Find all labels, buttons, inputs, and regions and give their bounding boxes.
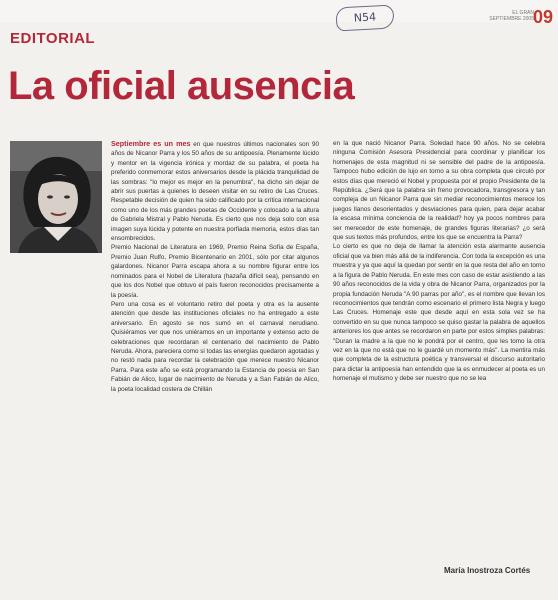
lead-phrase: Septiembre es un mes bbox=[111, 139, 191, 148]
section-label: EDITORIAL bbox=[10, 30, 96, 47]
page-header bbox=[0, 0, 558, 22]
article-column-1 bbox=[111, 139, 319, 559]
author-photo bbox=[10, 141, 102, 253]
column-2-body: en la que nació Nicanor Parra. Soledad hace 90 años. No se celebra ninguna Comisión Asesora Presidencial para coordinar y planificar los homenajes de esta magnitud ni se sensible del padre de la antipoesía. Tampoco hubo edición de lujo en torno a su obra completa que circuló por estos días que mereció el Nobel y propuesta por el propio Presidente de la República. ¿Será que la palabra sin freno provocadora, transgresora y tan compleja de un Nicanor Parra que sin mediar reconocimientos merece los juegos llanos desorientados y desviaciones para quien, para dejar acabar la escasa mínima conciencia de la realidad? hoy ya pocos nombres para ser merecedor de este homenaje, de grandes figuras literarias? ¿o será que sus textos más profundos, entre los que se encuentra la Parra? Lo cierto es que no deja de llamar la atención esta alarmante ausencia oficial que va bien más allá de la indiferencia. Con toda la excepción es una muestra y ya que aquí la quedan por sentir en la que resta del año en torno a la figura de Pablo Neruda. En este mes con caso de estar asistiendo a las 90 años reconocidos de la vida y obra de Nicanor Parra, organizados por la propia fundación Neruda "A 90 parras por año", es el nombre que llevan los reconocimientos que tendrán como escenario el primero lista Negra y luego Las Cruces. Homenaje este que desde aquí en esta sola vez se ha convertido en su que nunca tampoco se quiso gastar la palabra de aquellos anteriores los que antes se recordaron en parte por estos simples palabras: "Duran la madre a la que no le pondrá por el centro, que les tomo la otra vez en la que no está que no le guardé un momento más". La mentira más que completa de la estructura poética y transversal el discurso autoritario para dictar la antipoesía han entendido que la es enmudecer al poeta es un homenaje el mutismo y debe ser nuestro que no se lea bbox=[333, 140, 545, 383]
article-column-2 bbox=[333, 139, 545, 559]
author-byline: María Inostroza Cortés bbox=[444, 566, 531, 575]
column-1-body: en que nuestros últimos nacionales son 90 años de Nicanor Parra y los 50 años de su antipoesía. Plenamente lúcido y mentor en la vigencia irónica y mordaz de su palabra, el poeta ha preferido conmemorar estos aniversarios desde la plácida tranquilidad de las sombras: "lo mejor es mejor en la penumbra", ha dicho sin dejar de abrir sus puertas a quienes lo deseen visitar en su retiro de Las Cruces. Respetable decisión de quien ha sido calificado por la crítica internacional como uno de los más grandes poetas de Occidente y colocado a la altura de Gabriela Mistral y Pablo Neruda. Es cierto que nos deja solo con esa imagen suya lúcida y potente en nuestra porfiada memoria, estos días tan ensombrecidos. Premio Nacional de Literatura en 1969, Premio Reina Sofía de España, Premio Juan Rulfo, Premio Bicentenario en 2001, sólo por citar algunos galardones. Nicanor Parra escapa ahora a su nombre figurar entre los nominados para el Nobel de Literatura (hazaña difícil sea), pensando en que los dos Nobel que obtuvo el país fueron reconocidos precisamente a la poesía. Pero una cosa es el voluntario retiro del poeta y otra es la ausente atención que desde las instituciones oficiales no ha entregado a este aniversario. En agosto se nos sumó en el carnaval nerudiano. Quisiéramos ver que nos uniéramos en un importante y extenso acto de celebraciones que recordaran el centenario del nacimiento de Pablo Neruda. Ahora, pareciera como si todas las energías quedaron agotadas y no restó nada para recordar la celebración que merece nuestro Nicanor Parra. Para este año se está programando la Estancia de poesía en San Fabián de Alico, lugar de nacimiento de Neruda y a San Fabián de Alico, la poeta localidad costera de Chillán bbox=[111, 141, 319, 393]
column-1-text bbox=[111, 139, 319, 394]
masthead-meta: EL GRAN SEPTIEMBRE 2005 bbox=[489, 10, 534, 22]
portrait-image bbox=[10, 141, 102, 253]
article-title: La oficial ausencia bbox=[8, 64, 355, 108]
handwritten-note: N54 bbox=[335, 4, 394, 31]
page-number: 09 bbox=[533, 7, 554, 27]
